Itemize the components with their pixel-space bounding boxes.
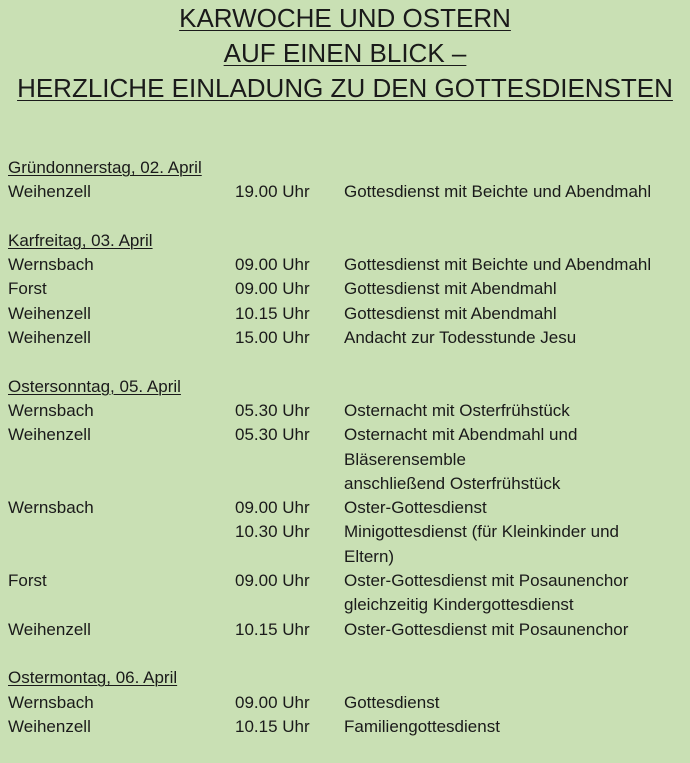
day-section: [8, 229, 684, 350]
service-time: 09.00 Uhr: [235, 255, 310, 275]
service-row: [8, 520, 684, 569]
service-place: [8, 520, 235, 569]
service-row: [8, 569, 684, 618]
service-description-line: anschließend Osterfrühstück: [344, 473, 561, 493]
service-description-line: Familiengottesdienst: [344, 716, 500, 736]
service-description: [344, 277, 684, 301]
service-time: 09.00 Uhr: [235, 692, 310, 712]
service-place: Forst: [8, 279, 47, 299]
service-description: [344, 715, 684, 739]
service-description: [344, 423, 684, 496]
service-row: [8, 253, 684, 277]
service-description-line: gleichzeitig Kindergottesdienst: [344, 595, 574, 615]
day-title: Ostersonntag, 05. April: [8, 376, 181, 396]
service-place: Weihenzell: [8, 328, 91, 348]
service-place: Weihenzell: [8, 303, 91, 323]
service-description-line: Gottesdienst mit Beichte und Abendmahl: [344, 182, 652, 202]
service-row: [8, 691, 684, 715]
service-time: 10.15 Uhr: [235, 303, 310, 323]
service-row: [8, 302, 684, 326]
service-description: [344, 618, 684, 642]
service-description-line: Osternacht mit Osterfrühstück: [344, 400, 570, 420]
service-time: 05.30 Uhr: [235, 425, 310, 445]
title-line-2: AUF EINEN BLICK –: [223, 38, 467, 68]
service-row: [8, 180, 684, 204]
service-description-line: Gottesdienst: [344, 692, 440, 712]
service-description: [344, 253, 684, 277]
service-place: Wernsbach: [8, 692, 94, 712]
service-description: [344, 691, 684, 715]
day-section: [8, 156, 684, 205]
service-schedule: [8, 156, 684, 763]
service-description: [344, 496, 684, 520]
service-description-line: Gottesdienst mit Beichte und Abendmahl: [344, 255, 652, 275]
service-time: 15.00 Uhr: [235, 328, 310, 348]
service-description-line: Minigottesdienst (für Kleinkinder und: [344, 522, 619, 542]
service-description-line: Oster-Gottesdienst mit Posaunenchor: [344, 571, 629, 591]
service-time: 05.30 Uhr: [235, 400, 310, 420]
day-section: [8, 666, 684, 739]
service-description-line: Gottesdienst mit Abendmahl: [344, 279, 557, 299]
title-line-3: HERZLICHE EINLADUNG ZU DEN GOTTESDIENSTEN: [17, 73, 673, 103]
service-description: [344, 302, 684, 326]
service-row: [8, 715, 684, 739]
title-line-1: KARWOCHE UND OSTERN: [179, 3, 511, 33]
service-time: 09.00 Uhr: [235, 279, 310, 299]
service-description-line: Osternacht mit Abendmahl und: [344, 425, 578, 445]
service-time: 10.15 Uhr: [235, 619, 310, 639]
day-title: Gründonnerstag, 02. April: [8, 158, 202, 177]
service-place: Wernsbach: [8, 498, 94, 518]
service-place: Weihenzell: [8, 182, 91, 202]
service-time: 09.00 Uhr: [235, 571, 310, 591]
service-place: Wernsbach: [8, 255, 94, 275]
day-title: Ostermontag, 06. April: [8, 668, 178, 688]
service-place: Weihenzell: [8, 619, 91, 639]
service-row: [8, 399, 684, 423]
service-description-line: Oster-Gottesdienst: [344, 498, 487, 518]
service-row: [8, 618, 684, 642]
service-place: Forst: [8, 571, 47, 591]
service-description-line: Gottesdienst mit Abendmahl: [344, 303, 557, 323]
page-title: [0, 0, 690, 106]
service-description-line: Bläserensemble: [344, 449, 466, 469]
service-description: [344, 520, 684, 569]
service-description: [344, 569, 684, 618]
day-title: Karfreitag, 03. April: [8, 230, 153, 250]
service-time: 09.00 Uhr: [235, 498, 310, 518]
service-row: [8, 277, 684, 301]
service-time: 10.30 Uhr: [235, 522, 310, 542]
service-description-line: Eltern): [344, 546, 395, 566]
day-section: [8, 375, 684, 642]
service-row: [8, 326, 684, 350]
service-description-line: Andacht zur Todesstunde Jesu: [344, 328, 577, 348]
service-row: [8, 496, 684, 520]
service-place: Weihenzell: [8, 716, 91, 736]
service-description: [344, 326, 684, 350]
service-description: [344, 399, 684, 423]
service-time: 10.15 Uhr: [235, 716, 310, 736]
service-place: Weihenzell: [8, 425, 91, 445]
service-row: [8, 423, 684, 496]
service-description-line: Oster-Gottesdienst mit Posaunenchor: [344, 619, 629, 639]
service-time: 19.00 Uhr: [235, 182, 310, 202]
service-place: Wernsbach: [8, 400, 94, 420]
service-description: [344, 180, 684, 204]
